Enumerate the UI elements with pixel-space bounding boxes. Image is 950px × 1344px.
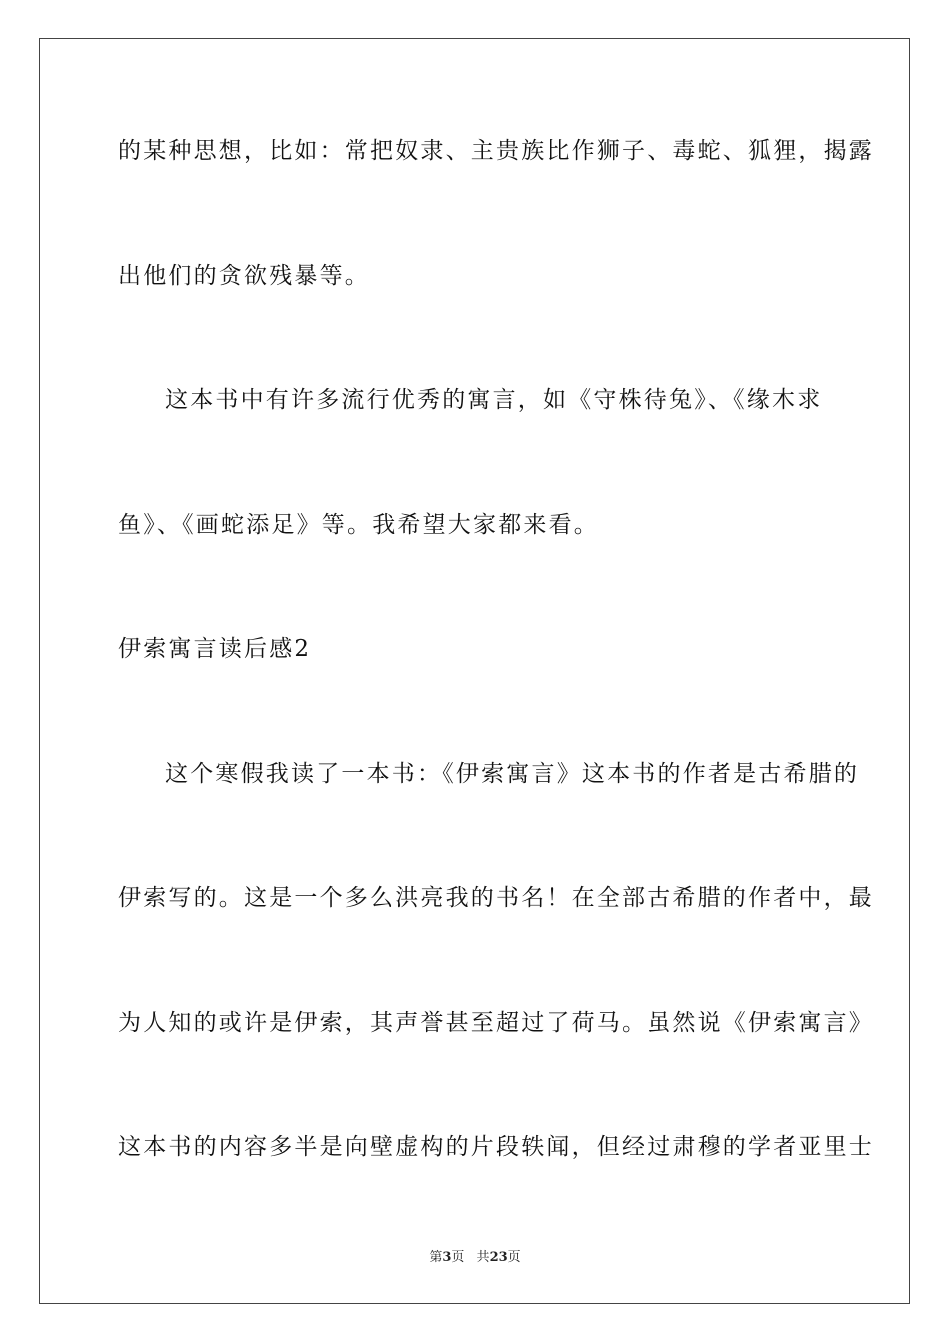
paragraph-line: 为人知的或许是伊索，其声誉甚至超过了荷马。虽然说《伊索寓言》 bbox=[118, 1010, 874, 1036]
section-heading: 伊索寓言读后感2 bbox=[118, 636, 312, 662]
page-border bbox=[39, 38, 910, 1304]
paragraph-line: 这本书的内容多半是向壁虚构的片段轶闻，但经过肃穆的学者亚里士 bbox=[118, 1134, 874, 1160]
page-number: 第3页 bbox=[429, 1250, 465, 1265]
paragraph-line: 的某种思想，比如：常把奴隶、主贵族比作狮子、毒蛇、狐狸，揭露 bbox=[118, 138, 874, 164]
paragraph-line: 这个寒假我读了一本书：《伊索寓言》这本书的作者是古希腊的 bbox=[165, 761, 860, 787]
paragraph-line: 出他们的贪欲残暴等。 bbox=[118, 263, 370, 289]
page-total: 共23页 bbox=[476, 1250, 521, 1265]
paragraph-line: 这本书中有许多流行优秀的寓言，如《守株待兔》、《缘木求 bbox=[165, 387, 823, 413]
paragraph-line: 鱼》、《画蛇添足》等。我希望大家都来看。 bbox=[118, 512, 599, 538]
paragraph-line: 伊索写的。这是一个多么洪亮我的书名！在全部古希腊的作者中，最 bbox=[118, 885, 874, 911]
page-footer bbox=[0, 1246, 950, 1265]
